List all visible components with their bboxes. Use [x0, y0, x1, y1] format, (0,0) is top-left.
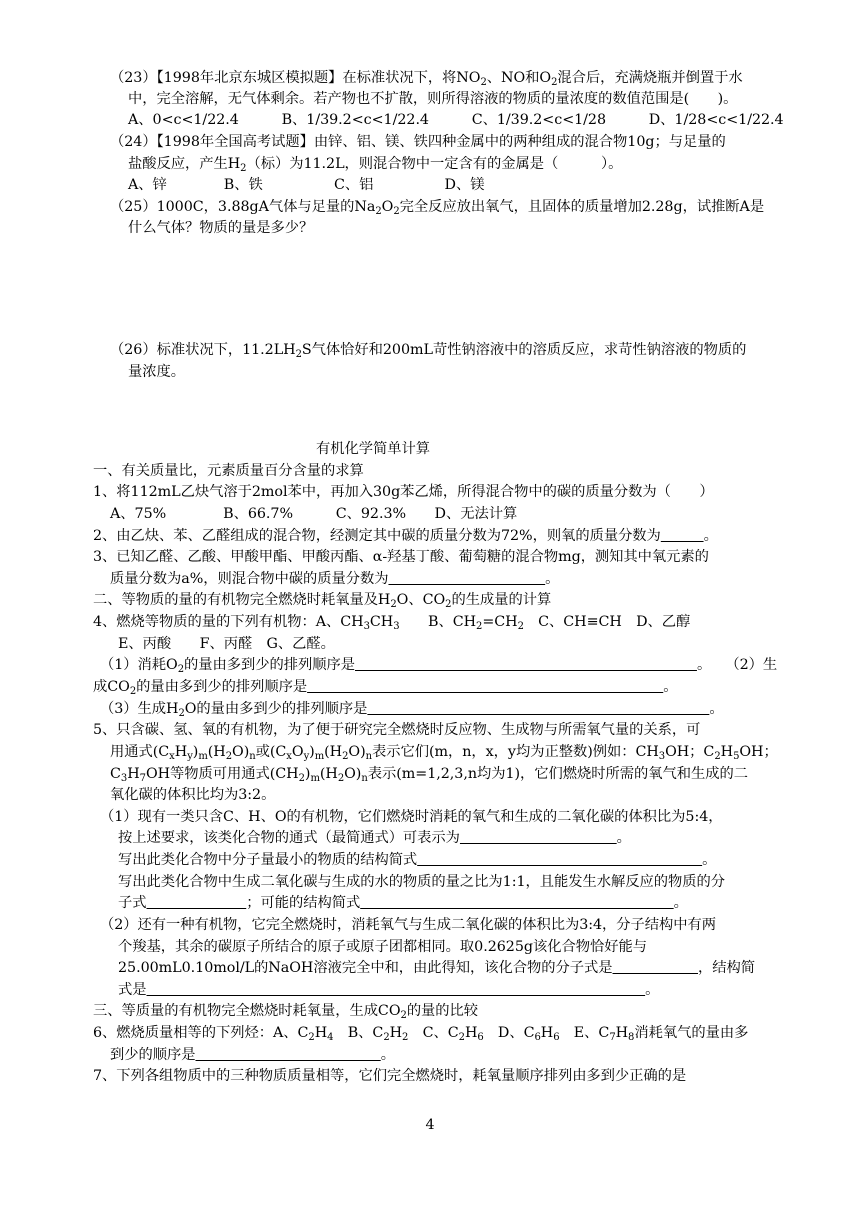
text-line: （2）还有一种有机物，它完全燃烧时，消耗氧气与生成二氧化碳的体积比为3:4，分子结构中有两 — [100, 917, 717, 933]
text-line: 用通式$(C_xH_y)_m(H_2O)_n$或$(C_xO_y)_m(H_2O)_n$表示它们(m，n，x，y均为正整数)例如：$CH_3OH$；$C_2H_5OH$； — [110, 744, 778, 762]
text-line: 三、等质量的有机物完全燃烧时耗氧量，生成$CO_2$的量的比较 — [93, 1003, 479, 1021]
text-line: 1、将112mL乙炔气溶于2mol苯中，再加入30g苯乙烯，所得混合物中的碳的质量分数为（ ） — [93, 484, 714, 500]
text-line: 中，完全溶解，无气体剩余。若产物也不扩散，则所得溶液的物质的量浓度的数值范围是( )。 — [128, 91, 738, 107]
page-number: 4 — [425, 1117, 435, 1133]
text-line: A、75% B、66.7% C、92.3% D、无法计算 — [110, 506, 518, 522]
text-line: （3）生成$H_2O$的量由多到少的排列顺序是 。 — [100, 701, 724, 719]
text-line: 成$CO_2$的量由多到少的排列顺序是 。 — [93, 679, 678, 697]
text-line: 一、有关质量比，元素质量百分含量的求算 — [93, 463, 364, 479]
text-line: 质量分数为a%，则混合物中碳的质量分数为 。 — [110, 571, 560, 587]
text-line: $C_3H_7OH$等物质可用通式$(CH_2)_m(H_2O)_n$表示(m=1,2,3,n均为1)，它们燃烧时所需的氧气和生成的二 — [110, 766, 748, 784]
text-line: （1）消耗$O_2$的量由多到少的排列顺序是 。 （2）生 — [100, 657, 778, 675]
text-line: 量浓度。 — [128, 364, 185, 380]
text-line: 5、只含碳、氢、氧的有机物，为了便于研究完全燃烧时反应物、生成物与所需氧气量的关系，可 — [93, 722, 701, 738]
text-line: （26）标准状况下，$11.2LH_2S$气体恰好和200mL苛性钠溶液中的溶质反应，求苛性钠溶液的物质的 — [110, 342, 747, 360]
text-line: 写出此类化合物中分子量最小的物质的结构简式 。 — [118, 852, 717, 868]
text-line: 二、等物质的量的有机物完全燃烧时耗氧量及$H_2O$、$CO_2$的生成量的计算 — [93, 592, 552, 610]
text-line: 子式 ；可能的结构简式 。 — [118, 895, 688, 911]
text-line: 写出此类化合物中生成二氧化碳与生成的水的物质的量之比为1:1，且能发生水解反应的物质的分 — [118, 874, 725, 890]
text-line: （25）1000C，3.88gA气体与足量的$Na_2O_2$完全反应放出氧气，且固体的质量增加2.28g，试推断A是 — [110, 199, 765, 217]
text-line: 有机化学简单计算 — [316, 441, 430, 457]
text-line: 6、燃烧质量相等的下列烃：A、$C_2H_4$ B、$C_2H_2$ C、$C_2H_6$ D、$C_6H_6$ E、$C_7H_8$消耗氧气的量由多 — [93, 1025, 749, 1043]
text-line: 4、燃烧等物质的量的下列有机物：A、$CH_3CH_3$ B、$CH_2=CH_2$ C、CH≡CH D、乙醇 — [93, 614, 691, 632]
text-line: 2、由乙炔、苯、乙醛组成的混合物，经测定其中碳的质量分数为72%，则氧的质量分数为 。 — [93, 528, 718, 544]
text-line: 什么气体？物质的量是多少？ — [128, 220, 314, 236]
text-line: 到少的顺序是 。 — [110, 1047, 395, 1063]
text-line: 按上述要求，该类化合物的通式（最简通式）可表示为 。 — [118, 830, 631, 846]
text-line: 盐酸反应，产生$H_2$（标）为11.2L，则混合物中一定含有的金属是（ ）。 — [128, 156, 623, 174]
text-line: （1）现有一类只含C、H、O的有机物，它们燃烧时消耗的氧气和生成的二氧化碳的体积比为5:4， — [100, 809, 723, 825]
text-line: 个羧基，其余的碳原子所结合的原子或原子团都相同。取0.2625g该化合物恰好能与 — [118, 939, 647, 955]
text-line: A、锌 B、铁 C、铝 D、镁 — [128, 177, 485, 193]
text-line: 式是 。 — [118, 982, 660, 998]
text-line: E、丙酸 F、丙醛 G、乙醛。 — [118, 636, 335, 652]
text-line: A、0<c<1/22.4 B、1/39.2<c<1/22.4 C、1/39.2<c<1/28 D、1/28<c<1/22.4 — [128, 112, 784, 128]
text-line: （24）【1998年全国高考试题】由锌、铝、镁、铁四种金属中的两种组成的混合物10g；与足量的 — [110, 134, 726, 150]
text-line: （23）【1998年北京东城区模拟题】在标准状况下，将$NO_2$、NO和$O_2$混合后，充满烧瓶并倒置于水 — [110, 70, 743, 88]
text-line: 7、下列各组物质中的三种物质质量相等，它们完全燃烧时，耗氧量顺序排列由多到少正确的是 — [93, 1068, 687, 1084]
text-line: 25.00mL0.10mol/L的NaOH溶液完全中和，由此得知，该化合物的分子式是 ，结构简 — [118, 960, 755, 976]
text-line: 3、已知乙醛、乙酸、甲酸甲酯、甲酸丙酯、α-羟基丁酸、葡萄糖的混合物mg，测知其中氧元素的 — [93, 549, 709, 565]
text-line: 氧化碳的体积比均为3:2。 — [110, 787, 276, 803]
